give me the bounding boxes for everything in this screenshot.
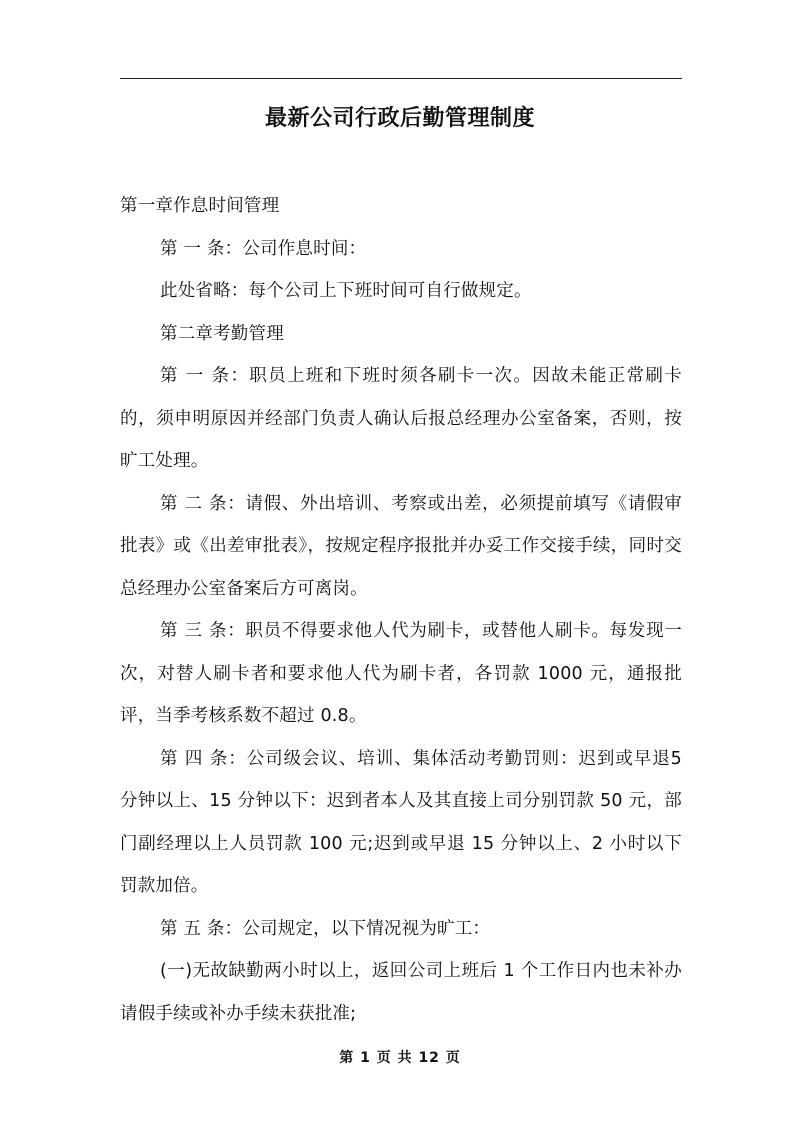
document-body	[120, 185, 682, 1035]
article-paragraph: 第 二 条：请假、外出培训、考察或出差，必须提前填写《请假审批表》或《出差审批表》，按规定程序报批并办妥工作交接手续，同时交总经理办公室备案后方可离岗。	[120, 493, 682, 599]
article-paragraph: (一)无故缺勤两小时以上，返回公司上班后 1 个工作日内也未补办请假手续或补办手续未获批准;	[120, 961, 682, 1024]
page-footer: 第 1 页 共 12 页	[339, 1050, 461, 1066]
document-title: 最新公司行政后勤管理制度	[264, 106, 535, 131]
chapter-heading: 第一章作息时间管理	[120, 196, 280, 216]
article-paragraph: 第 五 条：公司规定，以下情况视为旷工：	[160, 918, 491, 939]
chapter-heading: 第二章考勤管理	[160, 323, 284, 344]
article-paragraph: 第 一 条：职员上班和下班时须各刷卡一次。因故未能正常刷卡的，须申明原因并经部门负责人确认后报总经理办公室备案，否则，按旷工处理。	[120, 366, 682, 471]
header-rule	[120, 78, 682, 79]
article-paragraph: 第 三 条：职员不得要求他人代为刷卡，或替他人刷卡。每发现一次，对替人刷卡者和要求他人代为刷卡者，各罚款 1000 元，通报批评，当季考核系数不超过 0.8。	[120, 621, 682, 726]
article-paragraph: 此处省略：每个公司上下班时间可自行做规定。	[160, 281, 532, 301]
article-paragraph: 第 一 条：公司作息时间：	[160, 238, 367, 259]
article-paragraph: 第 四 条：公司级会议、培训、集体活动考勤罚则：迟到或早退5 分钟以上、15 分钟以下：迟到者本人及其直接上司分别罚款 50 元，部门副经理以上人员罚款 100 元;迟到或早退 15 分钟以上、2 小时以下罚款加倍。	[120, 748, 682, 896]
